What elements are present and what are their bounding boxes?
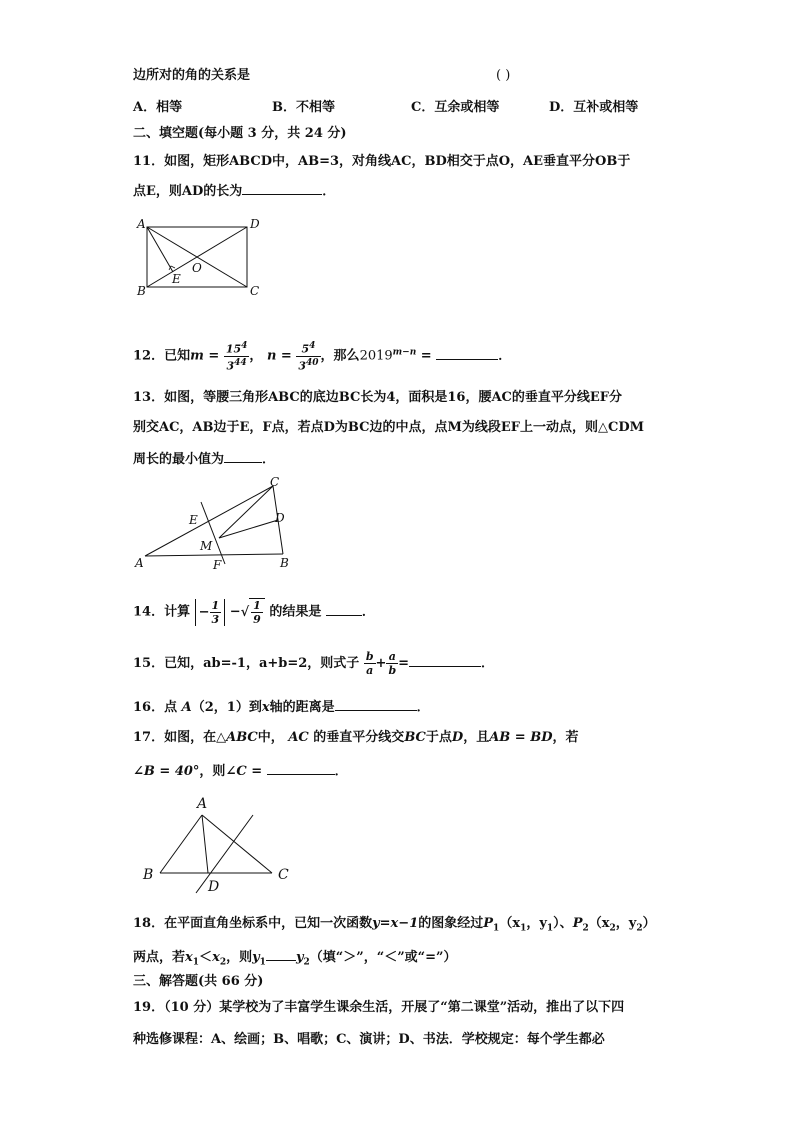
q11-rectangle-figure [133,213,268,298]
q11-answer-blank[interactable] [242,180,322,195]
q16-line: 16．点 A（2，1）到x轴的距离是 ． [133,696,430,718]
label-a: A [197,796,208,812]
square-root: √ $\frac{1}{9}$ [241,598,265,626]
label-d: D [275,511,285,525]
label-c: C [270,476,280,489]
q16-answer-blank[interactable] [335,696,417,711]
side-ab [145,554,283,556]
label-a: A [137,217,146,231]
q11-line2: 点E，则AD的长为 ． [133,180,335,202]
section-2-heading: 二、填空题(每小题 3 分，共 24 分) [133,126,347,141]
q19-line1: 19．（10 分）某学校为了丰富学生课余生活，开展了“第二课堂”活动，推出了以下四 [133,1000,625,1015]
q18-answer-blank[interactable] [266,946,296,961]
q13-line3: 周长的最小值为 ． [133,448,275,470]
label-d: D [208,879,220,895]
q17-answer-blank[interactable] [267,760,335,775]
q10-tail-text: 边所对的角的关系是 [133,68,251,83]
q13-answer-blank[interactable] [224,448,262,463]
q12-n-fraction: $\frac{5^4}{3^{40}}$ [298,341,319,373]
q12-answer-blank[interactable] [436,345,498,360]
q14-line: 14．计算 − $\frac{1}{3}$ −√ $\frac{1}{9}$ 的结果是 ． [133,598,375,626]
perpendicular-bisector [196,815,253,893]
q17-line1: 17．如图，在△ABC中， AC 的垂直平分线交BC于点D，且AB = BD，若 [133,730,579,745]
q19-line2: 种选修课程：A、绘画；B、唱歌；C、演讲；D、书法．学校规定：每个学生都必 [133,1032,605,1047]
q13-triangle-figure [133,476,303,571]
label-b: B [280,556,289,570]
abs-value: − $\frac{1}{3}$ [195,599,226,626]
segment-ad [202,815,208,873]
q10-answer-paren: ( ) [496,68,511,83]
label-e: E [189,513,198,527]
q18-line1: 18．在平面直角坐标系中，已知一次函数y=x−1的图象经过$P_1(x_1$，$y_1$）、$P_2(x_2$，$y_2$） [133,916,656,934]
q17-triangle-figure [138,793,298,895]
q17-line2: ∠B = 40°，则∠C = ． [133,760,348,782]
q12-m-fraction: $\frac{15^4}{3^{44}}$ [225,341,248,373]
section-3-heading: 三、解答题(共 66 分) [133,974,264,989]
q12-line: 12．已知m = $\frac{15^4}{3^{44}}$ ， n = $\frac{5^4}{3^{40}}$ ，那么$2019^{m-n}$ = ． [133,341,512,373]
label-e: E [172,272,181,286]
label-c: C [278,867,289,883]
label-c: C [250,284,260,298]
label-b: B [143,867,154,883]
label-o: O [192,261,202,275]
label-m: M [200,539,213,553]
q13-line2: 别交AC，AB边于E，F点，若点D为BC边的中点，点M为线段EF上一动点，则△CDM [133,420,645,435]
q10-stem-tail [133,66,250,86]
label-b: B [137,284,146,298]
label-f: F [213,558,222,571]
q10-option-a: A．相等 [133,100,183,115]
q14-answer-blank[interactable] [326,601,362,616]
label-d: D [250,217,260,231]
q10-option-b: B．不相等 [272,100,336,115]
q10-option-d: D．互补或相等 [549,100,639,115]
q15-line: 15．已知，ab=-1，a+b=2，则式子 $\frac{b}{a}$ + $\frac{a}{b}$ = ． [133,650,495,677]
segment-ae [147,227,173,272]
label-a: A [135,556,144,570]
q10-option-c: C．互余或相等 [411,100,500,115]
side-ac [202,815,272,873]
q13-line1: 13．如图，等腰三角形ABC的底边BC长为4，面积是16，腰AC的垂直平分线EF分 [133,390,623,405]
q11-line1: 11．如图，矩形ABCD中，AB=3，对角线AC，BD相交于点O，AE垂直平分OB于 [133,154,631,169]
q18-line2: 两点，若$x_1<x_2$，则$y_1$ $y_2$（填“＞”，“＜”或“=”） [133,946,457,973]
q15-answer-blank[interactable] [409,652,481,667]
side-ab [160,815,202,873]
